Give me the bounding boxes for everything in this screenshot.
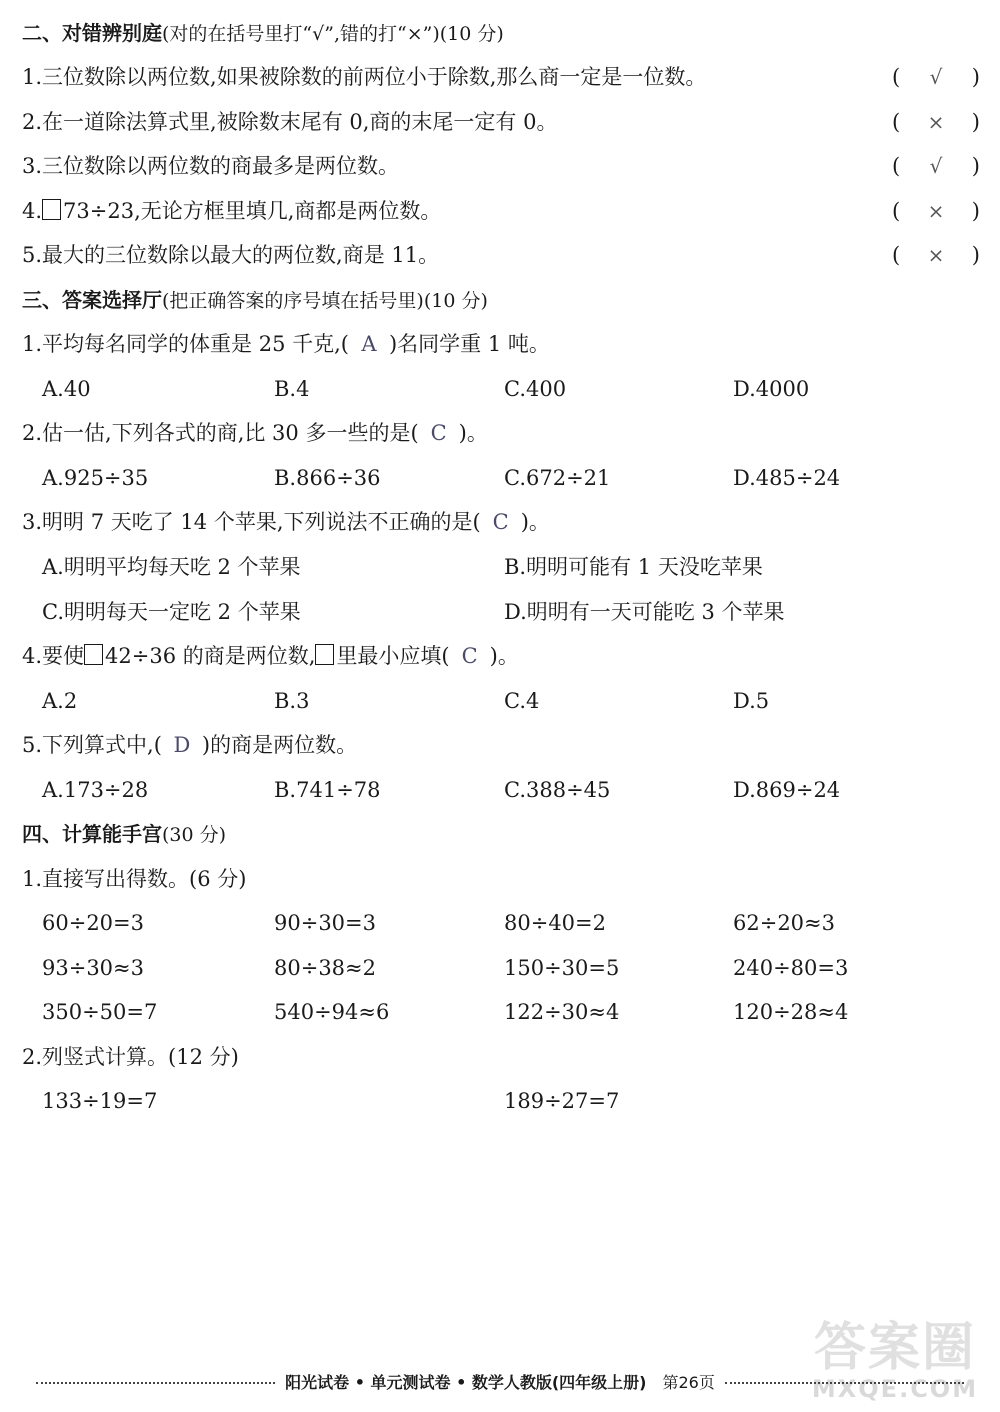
calc-cell: 62÷20≈3	[733, 911, 835, 935]
section2-note: (对的在括号里打“√”,错的打“×”)(10 分)	[162, 23, 504, 45]
calc-cell: 90÷30=3	[274, 911, 376, 935]
option-c: C.明明每天一定吃 2 个苹果	[42, 600, 301, 624]
section3-heading	[22, 285, 488, 315]
judge-mark: √	[929, 154, 943, 178]
blank-box-icon	[42, 199, 61, 220]
judge-item-5	[22, 240, 439, 270]
calc-cell: 120÷28≈4	[733, 1000, 849, 1024]
option-a: A.925÷35	[42, 466, 149, 490]
judge-item-2	[22, 107, 557, 137]
calc-cell: 240÷80=3	[733, 956, 849, 980]
option-b: B.866÷36	[274, 466, 381, 490]
judge-answer-5: ( × )	[892, 240, 980, 270]
page-number: 第26页	[662, 1372, 715, 1392]
question-text: )名同学重 1 吨。	[388, 332, 550, 356]
calc-cell: 540÷94≈6	[274, 1000, 390, 1024]
judge-item-3	[22, 151, 399, 181]
choice-question-2	[22, 418, 488, 448]
option-a: A.40	[42, 377, 91, 401]
question-text: )。	[489, 644, 519, 668]
choice-question-3	[22, 507, 550, 537]
option-a: A.2	[42, 689, 78, 713]
judge-mark: ×	[927, 243, 945, 267]
footer-label	[275, 1370, 725, 1393]
section4-sub2: 2.列竖式计算。(12 分)	[22, 1045, 239, 1069]
option-b: B.4	[274, 377, 310, 401]
judge-item-4	[22, 196, 441, 226]
question-text: 2.估一估,下列各式的商,比 30 多一些的是(	[22, 421, 419, 445]
answer-letter: D	[173, 733, 191, 757]
answer-letter: C	[461, 644, 478, 668]
option-b: B.3	[274, 689, 310, 713]
question-text: 4.要使	[22, 644, 85, 668]
section4-heading	[22, 819, 226, 849]
footer-dotted-rule	[725, 1382, 964, 1384]
choice-question-1	[22, 329, 550, 359]
question-text: )。	[520, 510, 550, 534]
watermark-logo	[800, 1320, 990, 1410]
section4-note: (30 分)	[162, 824, 227, 846]
option-d: D.869÷24	[733, 778, 841, 802]
option-d: D.4000	[733, 377, 810, 401]
judge-item-text: 1.三位数除以两位数,如果被除数的前两位小于除数,那么商一定是一位数。	[22, 65, 707, 89]
choice-question-4	[22, 641, 519, 671]
option-c: C.388÷45	[504, 778, 611, 802]
answer-letter: C	[492, 510, 509, 534]
footer-dotted-rule	[36, 1382, 275, 1384]
question-text: 里最小应填(	[336, 644, 450, 668]
watermark-text: 答案圈	[813, 1318, 976, 1378]
judge-answer-1: ( √ )	[892, 62, 980, 92]
judge-answer-3: ( √ )	[892, 151, 980, 181]
option-c: C.4	[504, 689, 540, 713]
judge-answer-4: ( × )	[892, 196, 980, 226]
question-text: 42÷36 的商是两位数,	[105, 644, 316, 668]
question-text: 3.明明 7 天吃了 14 个苹果,下列说法不正确的是(	[22, 510, 481, 534]
answer-letter: A	[361, 332, 377, 356]
option-b: B.明明可能有 1 天没吃苹果	[504, 555, 763, 579]
judge-answer-2: ( × )	[892, 107, 980, 137]
option-a: A.明明平均每天吃 2 个苹果	[42, 555, 301, 579]
option-d: D.明明有一天可能吃 3 个苹果	[504, 600, 785, 624]
section2-title: 二、对错辨别庭	[22, 21, 162, 45]
question-text: 5.下列算式中,(	[22, 733, 162, 757]
calc-cell: 80÷38≈2	[274, 956, 376, 980]
section3-title: 三、答案选择厅	[22, 288, 162, 312]
option-d: D.5	[733, 689, 770, 713]
option-c: C.672÷21	[504, 466, 611, 490]
section3-note: (把正确答案的序号填在括号里)(10 分)	[162, 290, 488, 312]
judge-mark: √	[929, 65, 943, 89]
calc-cell: 150÷30=5	[504, 956, 620, 980]
judge-item-1	[22, 62, 706, 92]
blank-box-icon	[315, 644, 334, 665]
blank-box-icon	[84, 644, 103, 665]
option-c: C.400	[504, 377, 567, 401]
calc-cell: 60÷20=3	[42, 911, 144, 935]
page-footer	[36, 1367, 964, 1395]
calc-cell: 350÷50=7	[42, 1000, 158, 1024]
question-text: 1.平均每名同学的体重是 25 千克,(	[22, 332, 349, 356]
option-d: D.485÷24	[733, 466, 841, 490]
judge-item-text: 3.三位数除以两位数的商最多是两位数。	[22, 154, 400, 178]
watermark-url: MXQE.COM	[811, 1375, 979, 1403]
option-a: A.173÷28	[42, 778, 149, 802]
judge-item-text: 2.在一道除法算式里,被除数末尾有 0,商的末尾一定有 0。	[22, 110, 558, 134]
judge-mark: ×	[927, 110, 945, 134]
answer-letter: C	[430, 421, 447, 445]
footer-title: 阳光试卷 • 单元测试卷 • 数学人教版(四年级上册)	[285, 1372, 647, 1392]
section2-heading	[22, 18, 504, 48]
calc-cell: 80÷40=2	[504, 911, 606, 935]
judge-mark: ×	[927, 199, 945, 223]
judge-item-text: 73÷23,无论方框里填几,商都是两位数。	[63, 199, 442, 223]
calc-cell: 122÷30≈4	[504, 1000, 620, 1024]
question-text: )的商是两位数。	[201, 733, 358, 757]
choice-question-5	[22, 730, 357, 760]
vertical-calc: 133÷19=7	[42, 1089, 158, 1113]
question-text: )。	[458, 421, 488, 445]
vertical-calc: 189÷27=7	[504, 1089, 620, 1113]
section4-title: 四、计算能手宫	[22, 822, 162, 846]
calc-cell: 93÷30≈3	[42, 956, 144, 980]
option-b: B.741÷78	[274, 778, 381, 802]
section4-sub1: 1.直接写出得数。(6 分)	[22, 867, 247, 891]
judge-item-text: 5.最大的三位数除以最大的两位数,商是 11。	[22, 243, 440, 267]
judge-item-number: 4.	[22, 199, 43, 223]
